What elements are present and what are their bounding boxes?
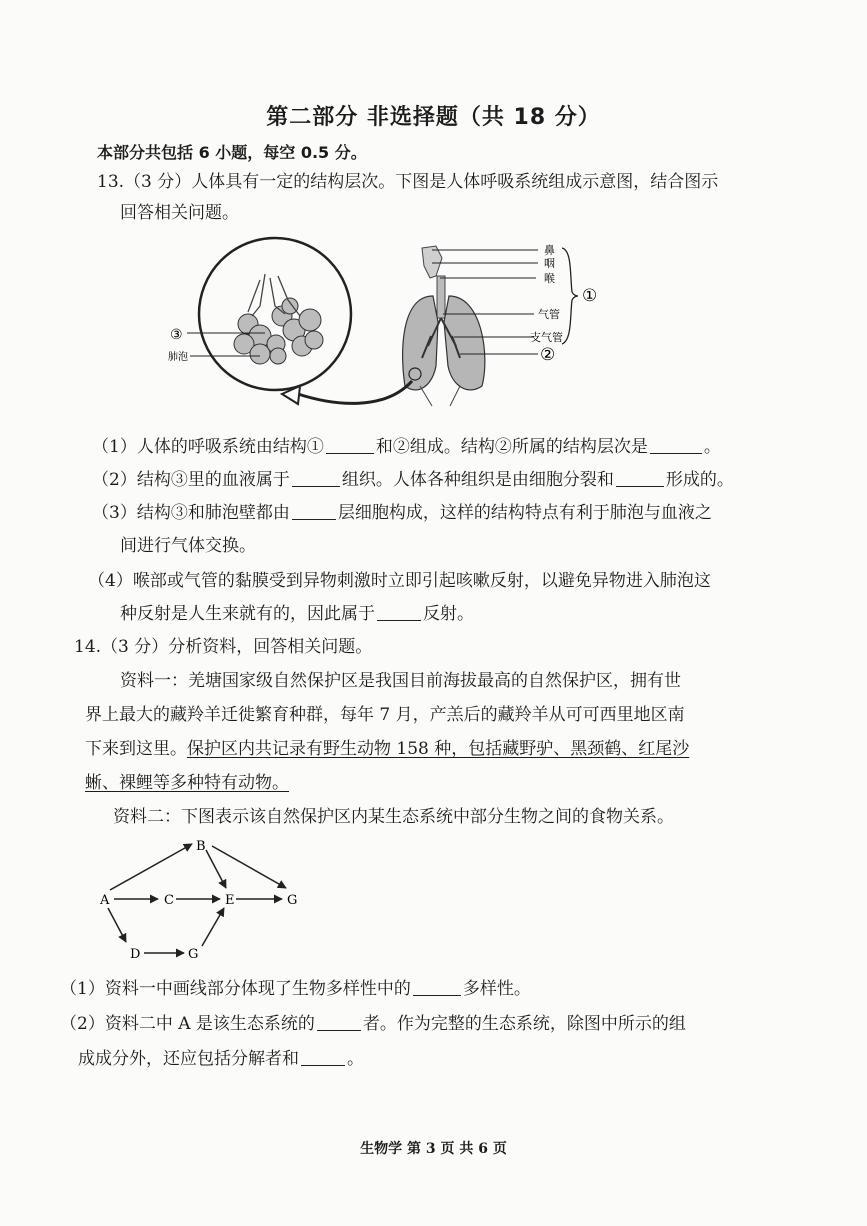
section-note: 本部分共包括 6 小题，每空 0.5 分。 [97,143,367,162]
material1-line1: 资料一：羌塘国家级自然保护区是我国目前海拔最高的自然保护区，拥有世 [120,671,681,691]
q13-part1: （1）人体的呼吸系统由结构① 和②组成。结构②所属的结构层次是 。 [92,437,721,457]
section-title: 第二部分 非选择题（共 18 分） [266,105,601,130]
answer-blank [292,503,336,520]
material2: 资料二：下图表示该自然保护区内某生态系统中部分生物之间的食物关系。 [113,807,674,827]
answer-blank [292,470,340,487]
underlined-text: 保护区内共记录有野生动物 158 种，包括藏野驴、黑颈鹤、红尾沙 [187,739,690,759]
answer-blank [650,437,702,454]
alveoli-cluster [234,298,323,364]
arrow-A-B [110,844,192,890]
node-C: C [164,893,174,908]
q13-part4-cont: 种反射是人生来就有的，因此属于 反射。 [120,604,474,624]
label-bronchi: 支气管 [530,331,563,344]
node-E: E [225,893,235,908]
arrow-B-E [206,850,226,888]
arrow-G-E [202,908,224,946]
curved-arrow [298,381,412,403]
answer-blank [413,979,461,996]
label-3: ③ [170,327,183,343]
q13-part3-cont: 间进行气体交换。 [120,536,256,556]
material1-line4: 蜥、裸鲤等多种特有动物。 [85,773,289,793]
q13-stem-line1: 13.（3 分）人体具有一定的结构层次。下图是人体呼吸系统组成示意图，结合图示 [97,172,719,192]
respiratory-system-figure [160,236,620,416]
lungs-illustration [403,246,485,406]
answer-blank [301,1049,345,1066]
q13-part2: （2）结构③里的血液属于 组织。人体各种组织是由细胞分裂和 形成的。 [92,470,734,490]
node-D: D [130,947,141,962]
page-footer: 生物学 第 3 页 共 6 页 [360,1141,507,1157]
label-2: ② [540,345,556,365]
answer-blank [616,470,664,487]
answer-blank [326,437,374,454]
node-G: G [287,893,298,908]
q14-part2-cont: 成成分外，还应包括分解者和 。 [78,1049,364,1069]
q14-stem: 14.（3 分）分析资料，回答相关问题。 [74,637,373,657]
brace [562,248,578,344]
label-pharynx: 咽 [544,257,555,270]
node-B: B [196,839,206,854]
label-trachea: 气管 [538,308,560,321]
answer-blank [377,604,421,621]
q14-part2: （2）资料二中 A 是该生态系统的 者。作为完整的生态系统，除图中所示的组 [60,1014,686,1034]
label-nose: 鼻 [544,244,555,257]
label-1: ① [582,286,598,306]
node-G-lower: G [188,947,199,962]
answer-blank [317,1014,361,1031]
node-A: A [100,893,110,908]
q13-part3: （3）结构③和肺泡壁都由 层细胞构成，这样的结构特点有利于肺泡与血液之 [92,503,712,523]
q14-part1: （1）资料一中画线部分体现了生物多样性中的 多样性。 [60,979,531,999]
label-larynx: 喉 [544,272,555,285]
q13-stem-line2: 回答相关问题。 [120,203,239,223]
label-alveoli: 肺泡 [168,352,188,363]
material1-line3: 下来到这里。保护区内共记录有野生动物 158 种，包括藏野驴、黑颈鹤、红尾沙 [85,739,690,759]
q13-part4: （4）喉部或气管的黏膜受到异物刺激时立即引起咳嗽反射，以避免异物进入肺泡这 [88,571,711,591]
material1-line2: 界上最大的藏羚羊迁徙繁育种群，每年 7 月，产羔后的藏羚羊从可可西里地区南 [85,705,685,725]
food-web-diagram [92,836,312,968]
arrow-A-D [108,908,126,942]
